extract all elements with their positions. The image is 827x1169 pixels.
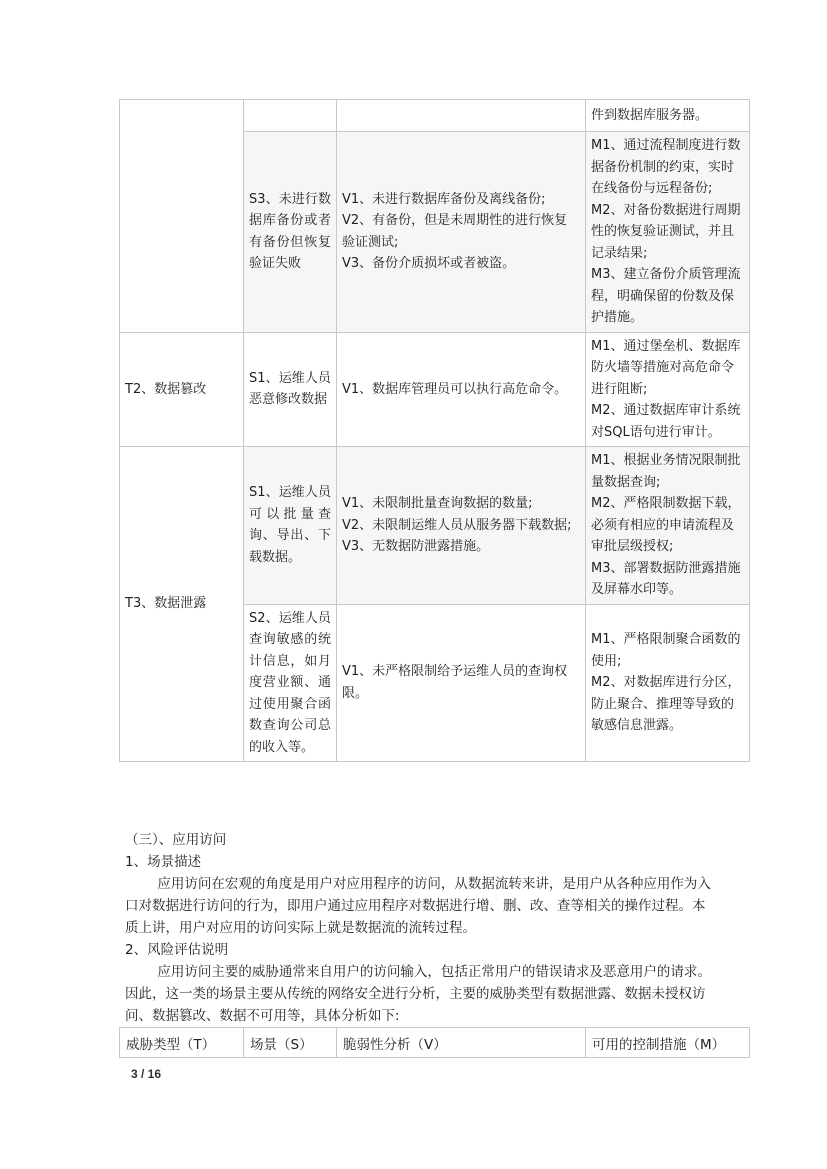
control-item: M2、对数据库进行分区，防止聚合、推理等导致的敏感信息泄露。 (591, 675, 741, 733)
threat-cell: T3、数据泄露 (120, 447, 244, 762)
header-table (119, 1027, 750, 1058)
vuln-cell (337, 447, 586, 605)
table-row (120, 100, 750, 132)
header-vuln: 脆弱性分析（V） (337, 1028, 586, 1058)
scenario-cell: S3、未进行数据库备份或者有备份但恢复验证失败 (244, 132, 337, 333)
control-item: M1、根据业务情况限制批量数据查询; (591, 453, 741, 490)
controls-cell (586, 447, 750, 605)
header-scenario: 场景（S） (244, 1028, 337, 1058)
vuln-cell (337, 332, 586, 447)
scenario-cell (244, 100, 337, 132)
vuln-item: V3、备份介质损坏或者被盗。 (342, 256, 516, 272)
scenario-cell: S2、运维人员查询敏感的统计信息，如月度营业额、通过使用聚合函数查询公司总的收入等。 (244, 604, 337, 762)
paragraph-scenario: 应用访问在宏观的角度是用户对应用程序的访问，从数据流转来讲，是用户从各种应用作为入口对数据进行访问的行为，即用户通过应用程序对数据进行增、删、改、查等相关的操作过程。本质上讲，用户对应用的访问实际上就是数据流的流转过程。 (125, 876, 711, 936)
table-header-row (120, 1028, 750, 1058)
control-item: M1、严格限制聚合函数的使用; (591, 632, 741, 669)
header-threat: 威胁类型（T） (120, 1028, 244, 1058)
paragraph-risk: 应用访问主要的威胁通常来自用户的访问输入，包括正常用户的错误请求及恶意用户的请求。因此，这一类的场景主要从传统的网络安全进行分析，主要的威胁类型有数据泄露、数据未授权访问、数据篡改、数据不可用等，具体分析如下: (125, 964, 711, 1024)
subheading-risk: 2、风险评估说明 (125, 942, 229, 958)
control-item: 件到数据库服务器。 (591, 107, 709, 123)
page-number: 3 / 16 (131, 1067, 162, 1081)
header-controls: 可用的控制措施（M） (586, 1028, 750, 1058)
vuln-item: V2、未限制运维人员从服务器下载数据; (342, 517, 572, 533)
controls-cell (586, 604, 750, 762)
vuln-item: V1、未限制批量查询数据的数量; (342, 496, 533, 511)
control-item: M2、对备份数据进行周期性的恢复验证测试，并且记录结果; (591, 202, 741, 261)
threat-cell-t1-continued (120, 100, 244, 333)
control-item: M2、通过数据库审计系统对SQL语句进行审计。 (591, 403, 741, 440)
scenario-cell: S1、运维人员恶意修改数据 (244, 332, 337, 447)
vuln-item: V1、未进行数据库备份及离线备份; (342, 191, 546, 207)
threat-cell: T2、数据篡改 (120, 332, 244, 447)
vuln-cell (337, 132, 586, 333)
vuln-item: V3、无数据防泄露措施。 (342, 539, 490, 554)
control-item: M1、通过堡垒机、数据库防火墙等措施对高危命令进行阻断; (591, 338, 741, 397)
table-row (120, 332, 750, 447)
control-item: M2、严格限制数据下载，必须有相应的申请流程及审批层级授权; (591, 496, 741, 554)
table-row (120, 447, 750, 605)
section-heading: （三）、应用访问 (125, 832, 227, 848)
subheading-scenario: 1、场景描述 (125, 854, 202, 870)
scenario-cell: S1、运维人员可以批量查询、导出、下载数据。 (244, 447, 337, 605)
vuln-item: V2、有备份，但是未周期性的进行恢复验证测试; (342, 213, 568, 250)
controls-cell (586, 332, 750, 447)
risk-table (119, 99, 750, 762)
control-item: M3、建立备份介质管理流程，明确保留的份数及保护措施。 (591, 267, 741, 325)
control-item: M1、通过流程制度进行数据备份机制的约束，实时在线备份与远程备份; (591, 138, 741, 196)
controls-cell (586, 100, 750, 132)
vuln-item: V1、数据库管理员可以执行高危命令。 (342, 381, 568, 397)
vuln-cell (337, 604, 586, 762)
vuln-item: V1、未严格限制给予运维人员的查询权限。 (342, 664, 568, 701)
vuln-cell (337, 100, 586, 132)
controls-cell (586, 132, 750, 333)
control-item: M3、部署数据防泄露措施及屏幕水印等。 (591, 560, 741, 597)
